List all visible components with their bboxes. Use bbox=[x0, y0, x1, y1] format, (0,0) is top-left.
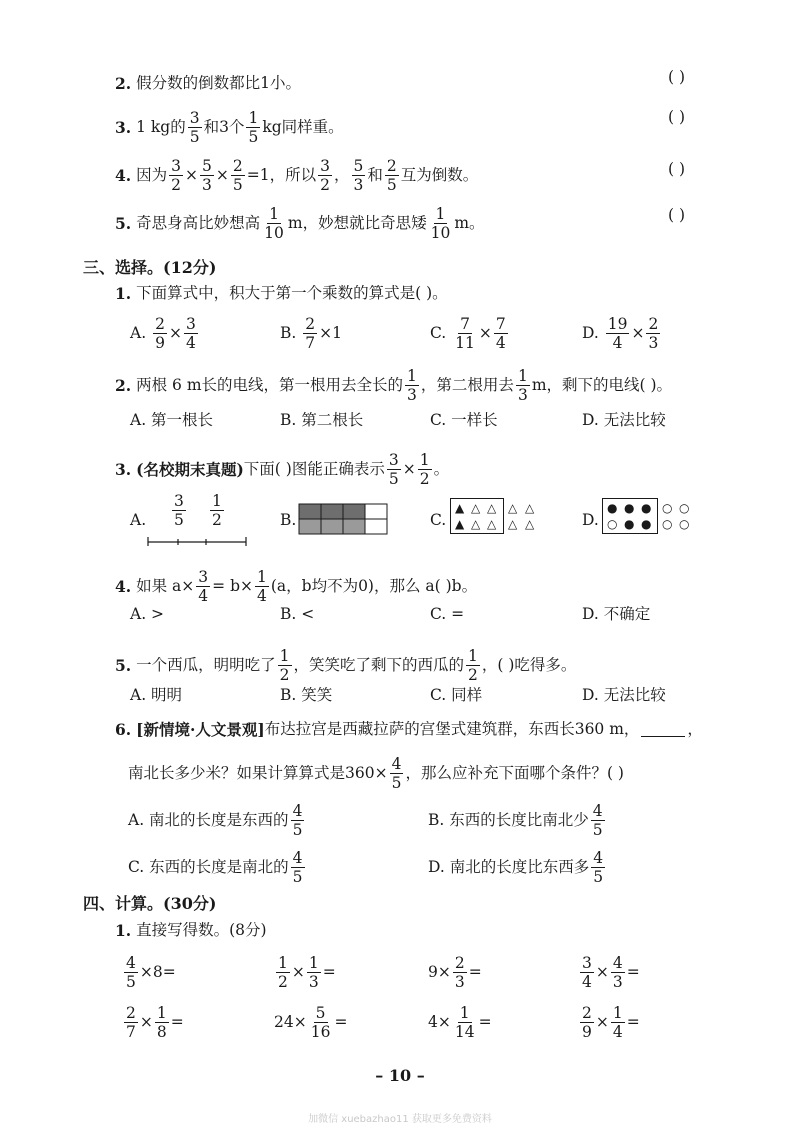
filled-dot-icon: ● bbox=[641, 517, 652, 531]
answer-paren[interactable]: ( ) bbox=[668, 108, 686, 126]
filled-dot-icon: ● bbox=[624, 517, 635, 531]
triangle-icon: △ bbox=[487, 517, 497, 531]
fraction: $\frac{3}{5}$ bbox=[189, 109, 200, 147]
answer-paren[interactable]: ( ) bbox=[668, 206, 686, 224]
calc-item[interactable]: $\frac{4}{5}$ ×8= bbox=[126, 954, 176, 992]
option-c[interactable]: C. = bbox=[430, 605, 465, 623]
option-b[interactable]: B. bbox=[280, 511, 297, 529]
fraction: $\frac{1}{3}$ bbox=[517, 367, 528, 405]
filled-dot-icon: ● bbox=[607, 501, 618, 515]
section-title: 四、计算。(30分) bbox=[83, 894, 217, 913]
answer-paren[interactable]: ( ) bbox=[668, 68, 686, 86]
filled-dot-icon: ● bbox=[641, 501, 652, 515]
dot-icon: ○ bbox=[662, 501, 673, 515]
calc-item[interactable]: $\frac{3}{4}$ × $\frac{4}{3}$ = bbox=[582, 954, 640, 992]
fill-blank[interactable] bbox=[641, 722, 685, 737]
fraction: $\frac{1}{5}$ bbox=[248, 109, 259, 147]
fraction: $\frac{3}{2}$ bbox=[320, 157, 330, 195]
question-tag: (名校期末真题) bbox=[136, 460, 244, 480]
calc-q1: 1. 直接写得数。(8分) bbox=[115, 921, 267, 940]
q-text: 下面算式中，积大于第一个乘数的算式是( )。 bbox=[136, 284, 448, 302]
fraction: $\frac{1}{3}$ bbox=[407, 367, 417, 405]
q-text: ， bbox=[334, 166, 350, 185]
q-text: 互为倒数。 bbox=[400, 166, 479, 185]
option-c[interactable]: C. 一样长 bbox=[430, 411, 498, 429]
choice-q2: 2. 两根 6 m长的电线，第一根用去全长的 $\frac{1}{3}$ ，第二根用去 $\frac{1}{3}$ m，剩下的电线( )。 bbox=[115, 367, 673, 405]
choice-q4: 4. 如果 a× $\frac{3}{4}$ = b× $\frac{1}{4}$ (a，b均不为0)，那么 a( )b。 bbox=[115, 568, 478, 606]
calc-item[interactable]: $\frac{1}{2}$ × $\frac{1}{3}$ = bbox=[278, 954, 336, 992]
answer-paren[interactable]: ( ) bbox=[668, 160, 686, 178]
question-tag: [新情境·人文景观] bbox=[136, 720, 265, 739]
fraction: $\frac{1}{10}$ bbox=[430, 205, 451, 243]
calc-item[interactable]: $\frac{2}{7}$ × $\frac{1}{8}$ = bbox=[126, 1004, 184, 1042]
fraction: $\frac{3}{2}$ bbox=[171, 157, 182, 195]
fraction: $\frac{1}{10}$ bbox=[264, 205, 284, 243]
option-b[interactable]: B. 笑笑 bbox=[280, 686, 333, 704]
option-a[interactable]: A. > bbox=[130, 605, 165, 623]
option-b[interactable]: B. < bbox=[280, 605, 315, 623]
fraction: $\frac{3}{5}$ bbox=[174, 492, 184, 530]
option-c[interactable]: C. 东西的长度是南北的 $\frac{4}{5}$ bbox=[128, 849, 303, 887]
option-a[interactable]: A. 明明 bbox=[130, 686, 183, 704]
calc-item[interactable]: 24× $\frac{5}{16}$ = bbox=[274, 1004, 348, 1042]
option-d[interactable]: D. 无法比较 bbox=[582, 686, 666, 704]
filled-triangle-icon: ▲ bbox=[455, 501, 465, 515]
judge-q4 bbox=[115, 158, 478, 194]
q-number: 5. bbox=[115, 214, 132, 234]
choice-q6-line2: 南北长多少米？如果计算算式是360× $\frac{4}{5}$ ，那么应补充下面哪个条件？( ) bbox=[128, 755, 624, 793]
q-number: 2. bbox=[115, 74, 132, 93]
option-a[interactable]: A. $\frac{2}{9}$ × $\frac{3}{4}$ bbox=[130, 315, 196, 353]
q-text: 因为 bbox=[136, 166, 168, 185]
fraction: $\frac{4}{5}$ bbox=[391, 755, 402, 793]
q-text: m。 bbox=[454, 214, 485, 233]
option-c[interactable]: C. bbox=[430, 511, 447, 529]
option-a[interactable]: A. bbox=[130, 511, 147, 529]
grid-diagram bbox=[298, 503, 390, 535]
page-number: – 10 – bbox=[375, 1066, 425, 1085]
q-number: 1. bbox=[115, 284, 132, 303]
dot-icon: ○ bbox=[607, 517, 618, 531]
option-d[interactable]: D. 无法比较 bbox=[582, 411, 666, 429]
judge-q3 bbox=[115, 110, 344, 146]
q-text: 和3个 bbox=[203, 118, 245, 137]
fraction: $\frac{2}{5}$ bbox=[386, 157, 397, 195]
dot-icon: ○ bbox=[679, 517, 690, 531]
filled-dot-icon: ● bbox=[624, 501, 635, 515]
triangle-icon: △ bbox=[525, 501, 535, 515]
choice-q6: 6. [新情境·人文景观] 布达拉宫是西藏拉萨的宫堡式建筑群，东西长360 m， ， bbox=[115, 720, 703, 739]
dot-icon: ○ bbox=[662, 517, 673, 531]
option-a[interactable]: A. 南北的长度是东西的 $\frac{4}{5}$ bbox=[128, 802, 303, 840]
option-a[interactable]: A. 第一根长 bbox=[130, 411, 214, 429]
section-title: 三、选择。(12分) bbox=[83, 258, 217, 277]
option-b[interactable]: B. $\frac{2}{7}$ ×1 bbox=[280, 315, 342, 353]
option-b[interactable]: B. 第二根长 bbox=[280, 411, 364, 429]
fraction: $\frac{3}{4}$ bbox=[198, 568, 209, 606]
q-number: 4. bbox=[115, 166, 132, 186]
q-text: 1 kg的 bbox=[136, 118, 186, 137]
choice-q5: 5. 一个西瓜，明明吃了 $\frac{1}{2}$ ，笑笑吃了剩下的西瓜的 $\frac{1}{2}$ ，( )吃得多。 bbox=[115, 647, 577, 685]
q-text: 和 bbox=[367, 166, 383, 185]
option-d[interactable]: D. bbox=[582, 511, 599, 529]
brace-diagram bbox=[146, 534, 250, 550]
option-d[interactable]: D. 南北的长度比东西多 $\frac{4}{5}$ bbox=[428, 849, 604, 887]
option-b[interactable]: B. 东西的长度比南北少 $\frac{4}{5}$ bbox=[428, 802, 603, 840]
q-number: 3. bbox=[115, 118, 132, 138]
calc-item[interactable]: 9× $\frac{2}{3}$ = bbox=[428, 954, 482, 992]
operator: × bbox=[185, 166, 199, 185]
judge-q2 bbox=[115, 76, 301, 92]
fraction: $\frac{2}{5}$ bbox=[232, 157, 243, 195]
calc-item[interactable]: 4× $\frac{1}{14}$ = bbox=[428, 1004, 492, 1042]
choice-q3: 3. (名校期末真题) 下面( )图能正确表示 $\frac{3}{5}$ × $\frac{1}{2}$ 。 bbox=[115, 451, 450, 489]
fraction: $\frac{1}{2}$ bbox=[419, 451, 430, 489]
q-text: =1，所以 bbox=[246, 166, 317, 185]
option-d[interactable]: D. 不确定 bbox=[582, 605, 651, 623]
option-d[interactable]: D. $\frac{19}{4}$ × $\frac{2}{3}$ bbox=[582, 315, 659, 353]
q-text: 奇思身高比妙想高 bbox=[136, 214, 261, 233]
option-c[interactable]: C. 同样 bbox=[430, 686, 483, 704]
fraction: $\frac{1}{2}$ bbox=[468, 647, 478, 685]
judge-q5 bbox=[115, 206, 485, 242]
triangle-icon: △ bbox=[508, 517, 518, 531]
filled-triangle-icon: ▲ bbox=[455, 517, 465, 531]
triangle-icon: △ bbox=[525, 517, 535, 531]
triangle-icon: △ bbox=[487, 501, 497, 515]
triangle-icon: △ bbox=[471, 501, 481, 515]
choice-q1 bbox=[115, 286, 448, 302]
watermark: 加微信 xuebazhao11 获取更多免费资料 bbox=[308, 1114, 492, 1125]
fraction: $\frac{3}{5}$ bbox=[388, 451, 399, 489]
calc-item[interactable]: $\frac{2}{9}$ × $\frac{1}{4}$ = bbox=[582, 1004, 640, 1042]
q-text: kg同样重。 bbox=[262, 118, 344, 137]
q-text: m，妙想就比奇思矮 bbox=[287, 214, 427, 233]
fraction: $\frac{5}{3}$ bbox=[202, 157, 212, 195]
dot-icon: ○ bbox=[679, 501, 690, 515]
triangle-icon: △ bbox=[471, 517, 481, 531]
option-c[interactable]: C. $\frac{7}{11}$ × $\frac{7}{4}$ bbox=[430, 315, 506, 353]
fraction: $\frac{1}{2}$ bbox=[279, 647, 290, 685]
fraction: $\frac{5}{3}$ bbox=[353, 157, 364, 195]
triangle-icon: △ bbox=[508, 501, 518, 515]
operator: × bbox=[215, 166, 229, 185]
fraction: $\frac{1}{2}$ bbox=[212, 492, 222, 530]
q-text: 假分数的倒数都比1小。 bbox=[136, 74, 301, 92]
fraction: $\frac{1}{4}$ bbox=[256, 568, 267, 606]
